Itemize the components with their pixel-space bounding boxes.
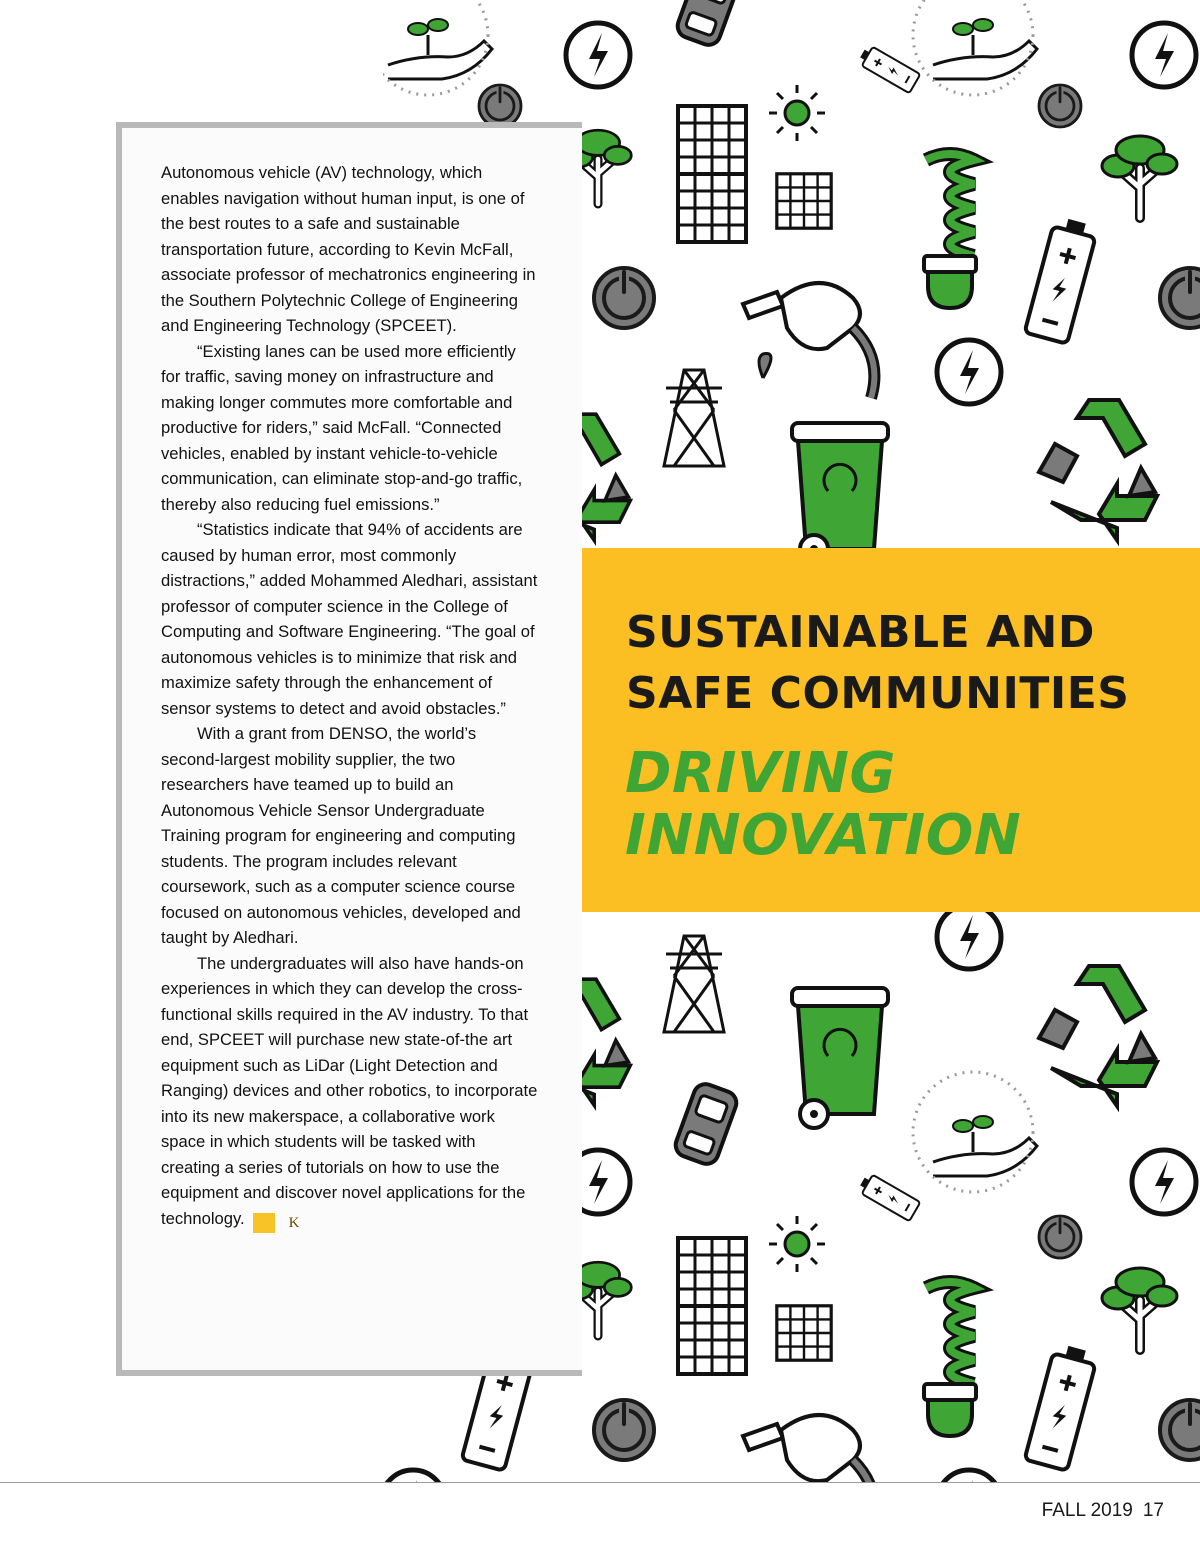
recycle-icon — [1039, 966, 1157, 1106]
power-icon — [1160, 1400, 1200, 1460]
power-icon — [1039, 1216, 1081, 1258]
battery-icon — [857, 44, 920, 93]
power-tower-icon — [664, 936, 724, 1032]
solar-panel-icon — [678, 1238, 746, 1306]
lightning-icon — [937, 1470, 1001, 1482]
power-tower-icon — [664, 370, 724, 466]
tree-icon — [1102, 136, 1177, 218]
car-icon — [674, 0, 741, 48]
page-footer — [1042, 1500, 1164, 1522]
battery-icon — [1025, 1343, 1099, 1471]
article-paragraph-text: The undergraduates will also have hands-on experiences in which they can develop the cross-functional skills required in the AV industry. To that end, SPCEET will purchase new state-of-the art equipment such as LiDar (Light Detection and Ranging) devices and other robotics, to incorporate into its new makerspace, a collaborative work space in which students will be tasked with creating a series of tutorials on how to use the equipment and discover novel applications for the technology. — [161, 953, 538, 1228]
fuel-nozzle-icon — [743, 283, 874, 398]
article-paragraph: “Existing lanes can be used more efficiently for traffic, saving money on infrastructure and making longer commutes more comfortable and productive for riders,” said McFall. “Connected vehicles, enabled by instant vehicle-to-vehicle communication, can eliminate stop-and-go traffic, thereby also reducing fuel emissions.” — [161, 341, 523, 514]
power-icon — [479, 85, 521, 127]
plant-hand-icon — [913, 0, 1037, 95]
section-banner — [582, 548, 1200, 912]
lightning-icon — [1132, 23, 1196, 87]
section-title — [626, 602, 1186, 724]
lightning-icon — [937, 905, 1001, 969]
plant-hand-icon — [913, 1072, 1037, 1192]
recycle-bin-icon — [792, 988, 888, 1128]
power-icon — [1039, 85, 1081, 127]
lightning-icon — [566, 23, 630, 87]
power-icon — [1160, 268, 1200, 328]
solar-panel-icon — [678, 174, 746, 242]
issue-label: FALL 2019 — [1041, 1500, 1133, 1521]
light-bulb-icon — [924, 154, 976, 308]
battery-icon — [857, 1172, 920, 1221]
battery-icon — [1025, 216, 1099, 344]
article-paragraph: Autonomous vehicle (AV) technology, which enables navigation without human input, is one of the best routes to a safe and sustainable transportation future, according to Kevin McFall, associate professor of mechatronics engineering in the Southern Polytechnic College of Engineering and Engineering Technology (SPCEET). — [161, 163, 536, 335]
article-paragraph-last — [161, 951, 539, 1233]
car-icon — [672, 1081, 739, 1167]
solar-panel-icon — [777, 174, 831, 228]
page-number: 17 — [1142, 1500, 1164, 1521]
article-paragraph: With a grant from DENSO, the world’s second-largest mobility supplier, the two researchers have teamed up to build an Autonomous Vehicle Sensor Undergraduate Training program for engineering and computing students. The program includes relevant coursework, such as a computer science course focused on autonomous vehicles, developed and taught by Aledhari. — [161, 724, 521, 947]
lightning-icon — [937, 340, 1001, 404]
headline-line: DRIVING — [625, 741, 896, 806]
plant-hand-icon — [383, 0, 492, 95]
headline-line: INNOVATION — [625, 803, 1022, 868]
power-icon — [594, 1400, 654, 1460]
lightning-icon — [1132, 1150, 1196, 1214]
solar-panel-icon — [777, 1306, 831, 1360]
article-paragraph: “Statistics indicate that 94% of accidents are caused by human error, most commonly distractions,” added Mohammed Aledhari, assistant professor of computer science in the College of Computing and Software Engineering. “The goal of autonomous vehicles is to minimize that risk and maximize safety through the enhancement of sensor systems to detect and avoid obstacles.” — [161, 520, 538, 718]
footer-divider — [0, 1482, 1200, 1483]
solar-panel-icon — [678, 106, 746, 174]
solar-panel-icon — [678, 1306, 746, 1374]
light-bulb-icon — [924, 1282, 976, 1436]
fuel-nozzle-icon — [743, 1415, 874, 1482]
article-body — [161, 160, 539, 1233]
lightning-icon — [383, 1470, 445, 1482]
power-icon — [594, 268, 654, 328]
end-mark-logo: K — [253, 1213, 275, 1233]
headline — [625, 743, 1185, 867]
tree-icon — [1102, 1268, 1177, 1350]
section-title-line: SAFE COMMUNITIES — [626, 668, 1130, 719]
recycle-bin-icon — [792, 423, 888, 563]
recycle-icon — [1039, 400, 1157, 540]
section-title-line: SUSTAINABLE AND — [626, 607, 1095, 658]
sun-icon — [769, 85, 825, 141]
sun-icon — [769, 1216, 825, 1272]
